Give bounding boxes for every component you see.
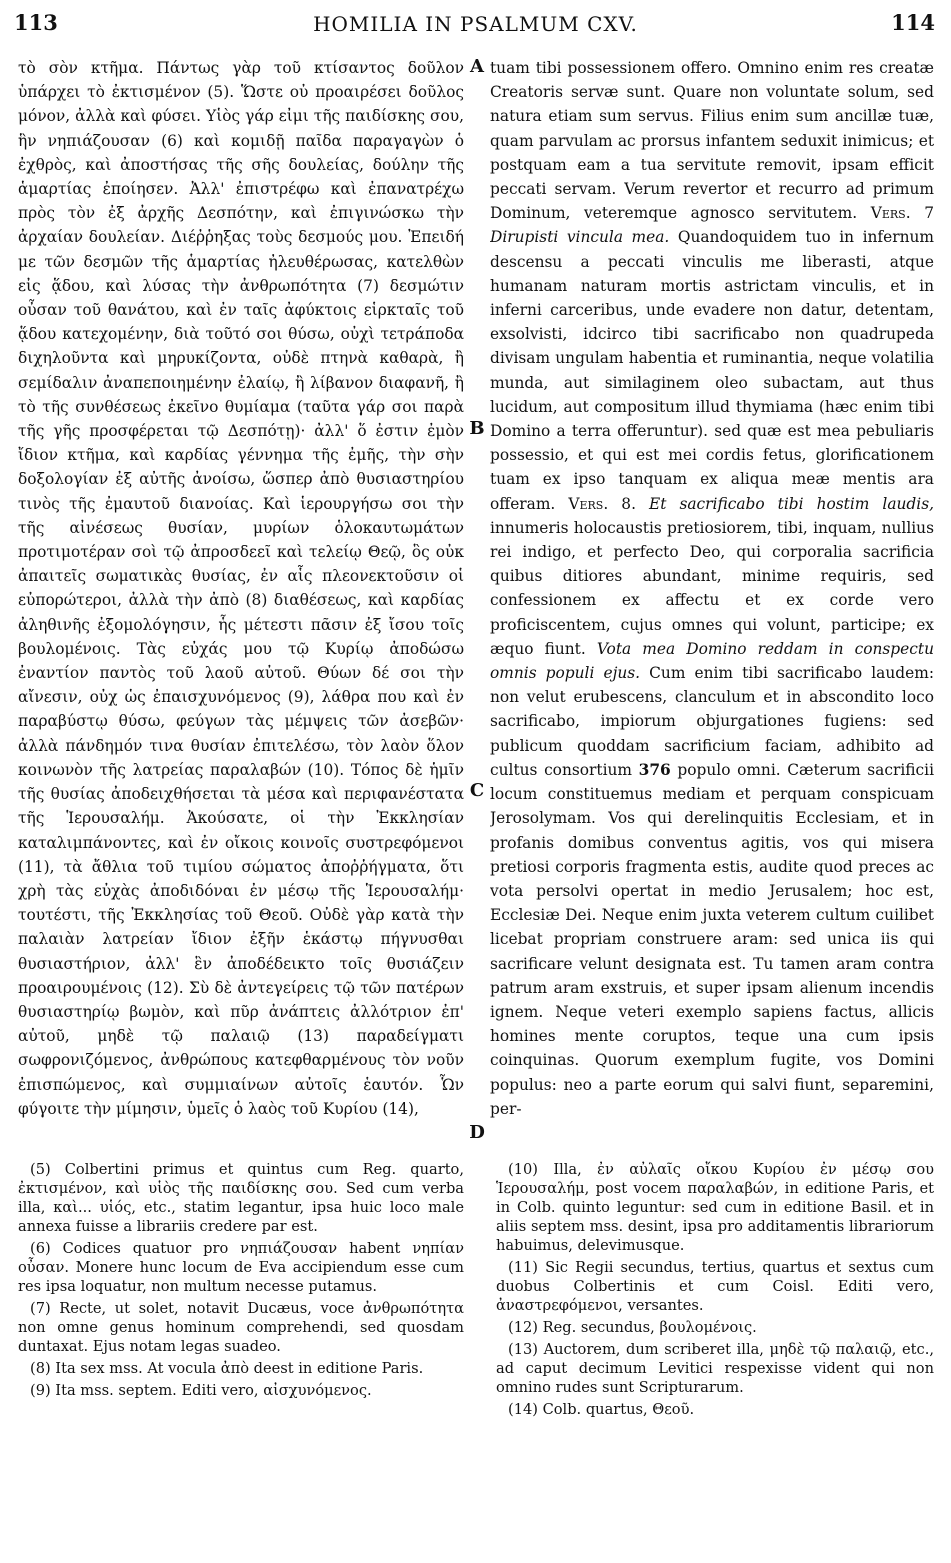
footnote-7: (7) Recte, ut solet, notavit Ducæus, voce ἀνθρωπότητα non omne genus hominum comprehendi, sed quosdam duntaxat. Ejus notam legas suadeo. <box>18 1300 464 1355</box>
verse-quote: Vota mea Domino reddam in conspectu omnis populi ejus. <box>490 639 934 683</box>
latin-text-part-2: Quandoquidem tuo in infernum descensu a peccati vinculis me liberasti, atque humanam naturam mortis astrictam vinculis, et in inferni carceribus, unde evadere non datur, detentam, exsolvisti, idcirco tibi sacrificabo non quadrupeda divisam ungulam habentia et ruminantia, neque volatilia munda, aut similaginem oleo subactam, aut thus lucidum, aut compositum illud thymiama (hæc enim tibi Domino a terra offeruntur). sed quæ est mea pebuliaris possessio, et qui est mei cordis fetus, glorificationem tuam ex ipso tanquam ex aliqua meæ mentis ara offeram. <box>490 228 934 513</box>
footnote-5: (5) Colbertini primus et quintus cum Reg. quarto, ἐκτισμένον, καὶ υἱὸς τῆς παιδίσκης σου. Sed cum verba illa, καὶ... υἱός, etc., statim legantur, ipsa huic loco male annexa fuisse a librariis credere par est. <box>18 1161 464 1235</box>
page-number-right: 114 <box>891 10 935 35</box>
footnote-12: (12) Reg. secundus, βουλομένοις. <box>508 1319 757 1336</box>
page-number-left: 113 <box>14 10 58 35</box>
section-marker-a: A <box>470 56 484 77</box>
footnotes-right <box>496 1160 934 1555</box>
latin-text <box>490 56 934 1121</box>
latin-text-part-4: Cum enim tibi sacrificabo laudem: non velut erubescens, clanculum et in abscondito loco sacrificabo, impiorum objurgationes fugiens: sed publicum quoddam sacrificium faciam, adhibito ad cultus consortium <box>490 664 934 779</box>
verse-number: 8. <box>621 494 636 513</box>
section-marker-b: B <box>469 418 485 439</box>
footnote-11: (11) Sic Regii secundus, tertius, quartus et sextus cum duobus Colbertinis et cum Coisl. Editi vero, ἀναστρεφόμενοι, versantes. <box>496 1259 934 1314</box>
page-header <box>0 6 951 42</box>
section-marker-d: D <box>469 1122 485 1143</box>
greek-column <box>18 56 464 1144</box>
section-marker-c: C <box>469 780 485 801</box>
verse-quote: Dirupisti vincula mea. <box>490 228 670 247</box>
verse-quote: Et sacrificabo tibi hostim laudis, <box>649 494 934 513</box>
verse-number: 7 <box>924 204 934 223</box>
footnote-10: (10) Illa, ἐν αὐλαῖς οἴκου Κυρίου ἐν μέσῳ σου Ἱερουσαλήμ, post vocem παραλαβών, in editione Paris, et in Colb. quinto leguntur: sed cum in editione Basil. et in aliis septem mss. desint, ipsa pro additamentis librariorum habuimus, delevimusque. <box>496 1161 934 1254</box>
latin-text-part-1: tuam tibi possessionem offero. Omnino enim res creatæ Creatoris servæ sunt. Quare non voluntate solum, sed natura etiam sum servus. Filius enim sum ancillæ tuæ, quam parvulam ac prorsus infantem seduxit inimicus; et postquam eam a tua servitute removit, ipsam efficit peccati servam. Verum revertor et recurro ad primum Dominum, veteremque agnosco servitutem. <box>490 59 934 223</box>
footnote-6: (6) Codices quatuor pro νηπιάζουσαν habent νηπίαν οὖσαν. Monere hunc locum de Eva accipiendum esse cum res ipsa loquatur, non multum necesse putamus. <box>18 1240 464 1295</box>
footnote-8: (8) Ita sex mss. At vocula ἀπὸ deest in editione Paris. <box>30 1360 424 1377</box>
footnote-9: (9) Ita mss. septem. Editi vero, αἰσχυνόμενος. <box>30 1382 372 1399</box>
greek-text: τὸ σὸν κτῆμα. Πάντως γὰρ τοῦ κτίσαντος δοῦλον ὑπάρχει τὸ ἐκτισμένον (5). Ὥστε οὐ προαιρέσει δοῦλος μόνον, ἀλλὰ καὶ φύσει. Υἱὸς γάρ εἰμι τῆς παιδίσκης σου, ἣν νηπιάζουσαν (6) καὶ κομιδῇ παῖδα παραγαγὼν ὁ ἐχθρὸς, καὶ ἀποστήσας τῆς σῆς δουλείας, δούλην τῆς ἁμαρτίας ἐποίησεν. Ἀλλ' ἐπιστρέφω καὶ ἐπανατρέχω πρὸς τὸν ἐξ ἀρχῆς Δεσπότην, καὶ ἐπιγινώσκω τὴν ἀρχαίαν δουλείαν. Διέῤῥηξας τοὺς δεσμούς μου. Ἐπειδή με τῶν δεσμῶν τῆς ἁμαρτίας ἠλευθέρωσας, κατελθὼν εἰς ᾅδου, καὶ λύσας τὴν ἀνθρωπότητα (7) δεσμώτιν οὖσαν τοῦ θανάτου, καὶ ἐν ταῖς ἀφύκτοις εἱρκταῖς τοῦ ᾅδου κατεχομένην, διὰ τοῦτό σοι θύσω, οὐχὶ τετράποδα διχηλοῦντα καὶ μηρυκίζοντα, οὐδὲ πτηνὰ καθαρὰ, ἢ σεμίδαλιν ἀναπεποιημένην ἐλαίῳ, ἢ λίβανον διαφανῆ, ἢ τὸ τῆς συνθέσεως ἐκεῖνο θυμίαμα (ταῦτα γάρ σοι παρὰ τῆς γῆς προσφέρεται τῷ Δεσπότῃ)· ἀλλ' ὅ ἐστιν ἐμὸν ἴδιον κτῆμα, καὶ καρδίας γέννημα τῆς ἐμῆς, τὴν σὴν δοξολογίαν ἐξ αὐτῆς ἀνοίσω, ὥσπερ ἀπὸ θυσιαστηρίου τινὸς τῆς ἐμαυτοῦ διανοίας. Καὶ ἱερουργήσω σοι τὴν τῆς αἰνέσεως θυσίαν, μυρίων ὁλοκαυτωμάτων προτιμοτέραν σοὶ τῷ ἀπροσδεεῖ καὶ τελείῳ Θεῷ, ὃς οὐκ ἀπαιτεῖς σωματικὰς θυσίας, ἐν αἷς πλεονεκτοῦσιν οἱ εὐπορώτεροι, ἀλλὰ τὴν ἀπὸ (8) διαθέσεως, καὶ καρδίας ἀληθινῆς ἐξομολόγησιν, ἧς μέτεστι πᾶσιν ἐξ ἴσου τοῖς βουλομένοις. Τὰς εὐχάς μου τῷ Κυρίῳ ἀποδώσω ἐναντίον παντὸς τοῦ λαοῦ αὐτοῦ. Θύων δέ σοι τὴν αἴνεσιν, οὐχ ὡς ἐπαισχυνόμενος (9), λάθρα που καὶ ἐν παραβύστῳ θύσω, φεύγων τὰς μέμψεις τῶν ἀσεβῶν· ἀλλὰ πάνδημόν τινα θυσίαν ἐπιτελέσω, τὸν λαὸν ὅλον κοινωνὸν τῆς λατρείας παραλαβών (10). Τόπος δὲ ἡμῖν τῆς θυσίας ἀποδειχθήσεται τὰ μέσα καὶ περιφανέστατα τῆς Ἱερουσαλήμ. Ἀκούσατε, οἱ τὴν Ἐκκλησίαν καταλιμπάνοντες, καὶ ἐν οἴκοις κοινοῖς συστρεφόμενοι (11), τὰ ἄθλια τοῦ τιμίου σώματος ἀποῤῥήγματα, ὅτι χρὴ τὰς εὐχὰς ἀποδιδόναι ἐν μέσῳ τῆς Ἱερουσαλήμ· τουτέστι, τῆς Ἐκκλησίας τοῦ Θεοῦ. Οὐδὲ γὰρ κατὰ τὴν παλαιὰν λατρείαν ἴδιον ἐξῆν ἑκάστῳ πήγνυσθαι θυσιαστήριον, ἀλλ' ἓν ἀποδέδεικτο τοῖς θυσιάζειν προαιρουμένοις (12). Σὺ δὲ ἀντεγείρεις τῷ τῶν πατέρων θυσιαστηρίῳ βωμὸν, καὶ πῦρ ἀνάπτεις ἀλλότριον ἐπ' αὐτοῦ, μηδὲ τῷ παλαιῷ (13) παραδείγματι σωφρονιζόμενος, ἀνθρώπους κατεφθαρμένους τὸν νοῦν ἐπισπώμενος, καὶ συμμιαίνων αὐτοῖς ἑαυτόν. Ὧν φύγοιτε τὴν μίμησιν, ὑμεῖς ὁ λαὸς τοῦ Κυρίου (14), <box>18 59 464 1118</box>
running-title: HOMILIA IN PSALMUM CXV. <box>313 12 638 36</box>
footnote-14: (14) Colb. quartus, Θεοῦ. <box>508 1401 695 1418</box>
footnote-13: (13) Auctorem, dum scriberet illa, μηδὲ τῷ παλαιῷ, etc., ad caput decimum Levitici respexisse vident qui non omnino rudes sunt Scripturarum. <box>496 1341 934 1396</box>
verse-label: Vers. <box>568 494 609 513</box>
column-number: 376 <box>638 760 671 779</box>
latin-column <box>490 56 934 1144</box>
verse-label: Vers. <box>870 204 911 223</box>
footnotes-left <box>18 1160 464 1555</box>
latin-text-part-5: populo omni. Cæterum sacrificii locum constituemus mediam et perquam conspicuam Jerosolymam. Vos qui derelinquitis Ecclesiam, et in profanis domibus conventus agitis, vos qui misera pretiosi corporis fragmenta estis, audite quod preces ac vota persolvi opertat in medio Jerusalem; hoc est, Ecclesiæ Dei. Neque enim juxta veterem cultum cuilibet licebat propriam construere aram: sed unica iis qui sacrificare velunt designata est. Tu tamen aram contra patrum aram exstruis, et super ipsam alienum incendis ignem. Neque veteri exemplo sapiens factus, allicis homines mente coruptos, teque una cum ipsis coinquinas. Quorum exemplum fugite, vos Domini populus: neo a parte eorum qui salvi fiunt, separemini, per- <box>490 760 934 1118</box>
latin-text-part-3: innumeris holocaustis pretiosiorem, tibi, inquam, nullius rei indigo, et perfecto Deo, qui corporalia sacrificia quibus ditiores abundant, minime requiris, sed confessionem ex affectu et ex corde vero proficiscentem, cujus omnes qui volunt, participe; ex æquo fiunt. <box>490 518 934 658</box>
